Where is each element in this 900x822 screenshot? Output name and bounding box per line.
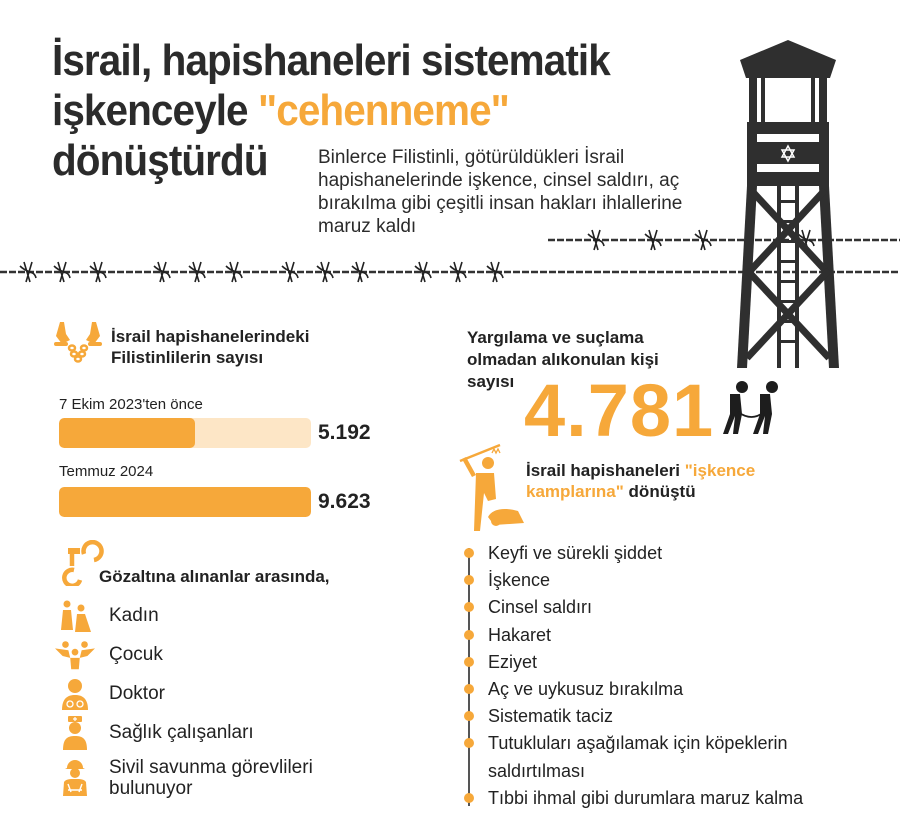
bullet-dot xyxy=(464,575,474,585)
detained-item-health-workers: Sağlık çalışanları xyxy=(55,713,339,752)
detained-heading: Gözaltına alınanlar arasında, xyxy=(99,567,330,586)
list-item: Hakaret xyxy=(470,622,870,649)
watchtower-icon xyxy=(733,38,843,370)
title-highlight: "cehenneme" xyxy=(257,86,509,135)
handcuffs-icon xyxy=(60,540,104,586)
bar-july xyxy=(59,487,311,517)
subtitle: Binlerce Filistinli, götürüldükleri İsrail hapishanelerinde işkence, cinsel saldırı, aç bırakılma gibi çeşitli insan hakları ihlallerine maruz kaldı xyxy=(318,147,683,237)
bar-fill-july xyxy=(59,487,311,517)
barbed-wire-upper-icon xyxy=(548,228,900,252)
list-item: Eziyet xyxy=(470,649,870,676)
list-item: Tutukluları aşağılamak için köpeklerin saldırtılması xyxy=(470,730,830,784)
doctor-icon xyxy=(55,677,95,711)
bullet-dot xyxy=(464,548,474,558)
women-icon xyxy=(55,599,95,633)
bullet-dot xyxy=(464,657,474,667)
bar-label-july: Temmuz 2024 xyxy=(59,463,154,480)
civil-defense-worker-icon xyxy=(55,761,95,795)
torture-camps-highlight: "işkence kamplarına" xyxy=(526,461,756,501)
bar-value-july: 9.623 xyxy=(318,490,371,513)
list-item: Keyfi ve sürekli şiddet xyxy=(470,540,870,567)
detention-heading: Yargılama ve suçlama olmadan alıkonulan kişi sayısı xyxy=(467,328,659,391)
prisoner-count-heading: İsrail hapishanelerindeki Filistinlilerin sayısı xyxy=(111,327,310,367)
shackled-hands-icon xyxy=(52,320,104,364)
bar-fill-before xyxy=(59,418,195,448)
bar-value-before: 5.192 xyxy=(318,421,371,444)
bullet-dot xyxy=(464,602,474,612)
nurse-icon xyxy=(55,716,95,750)
torture-icon xyxy=(458,443,530,533)
bullet-dot xyxy=(464,711,474,721)
detained-item-civil-defense: Sivil savunma görevlileri bulunuyor xyxy=(55,752,339,804)
chained-prisoners-icon xyxy=(720,380,784,436)
bar-label-before: 7 Ekim 2023'ten önce xyxy=(59,396,203,413)
detained-list xyxy=(55,596,339,804)
list-item: Aç ve uykusuz bırakılma xyxy=(470,676,870,703)
list-item: Sistematik taciz xyxy=(470,703,870,730)
title-line-3: dönüştürdü xyxy=(52,136,268,185)
list-item: Cinsel saldırı xyxy=(470,594,870,621)
title-line-1: İsrail, hapishaneleri sistematik xyxy=(52,36,610,85)
bullet-dot xyxy=(464,684,474,694)
bullet-dot xyxy=(464,738,474,748)
detained-item-doctor: Doktor xyxy=(55,674,339,713)
children-icon xyxy=(55,638,95,672)
torture-list xyxy=(470,540,870,812)
bullet-dot xyxy=(464,630,474,640)
title-line-2: işkenceyle "cehenneme" xyxy=(52,86,509,135)
detained-item-women: Kadın xyxy=(55,596,339,635)
detention-count: 4.781 xyxy=(524,369,715,452)
list-item: İşkence xyxy=(470,567,870,594)
bar-before xyxy=(59,418,311,448)
torture-camps-heading: İsrail hapishaneleri "işkence kamplarına" dönüştü xyxy=(526,461,756,501)
detained-item-children: Çocuk xyxy=(55,635,339,674)
bullet-dot xyxy=(464,793,474,803)
list-item: Tıbbi ihmal gibi durumlara maruz kalma xyxy=(470,785,870,812)
